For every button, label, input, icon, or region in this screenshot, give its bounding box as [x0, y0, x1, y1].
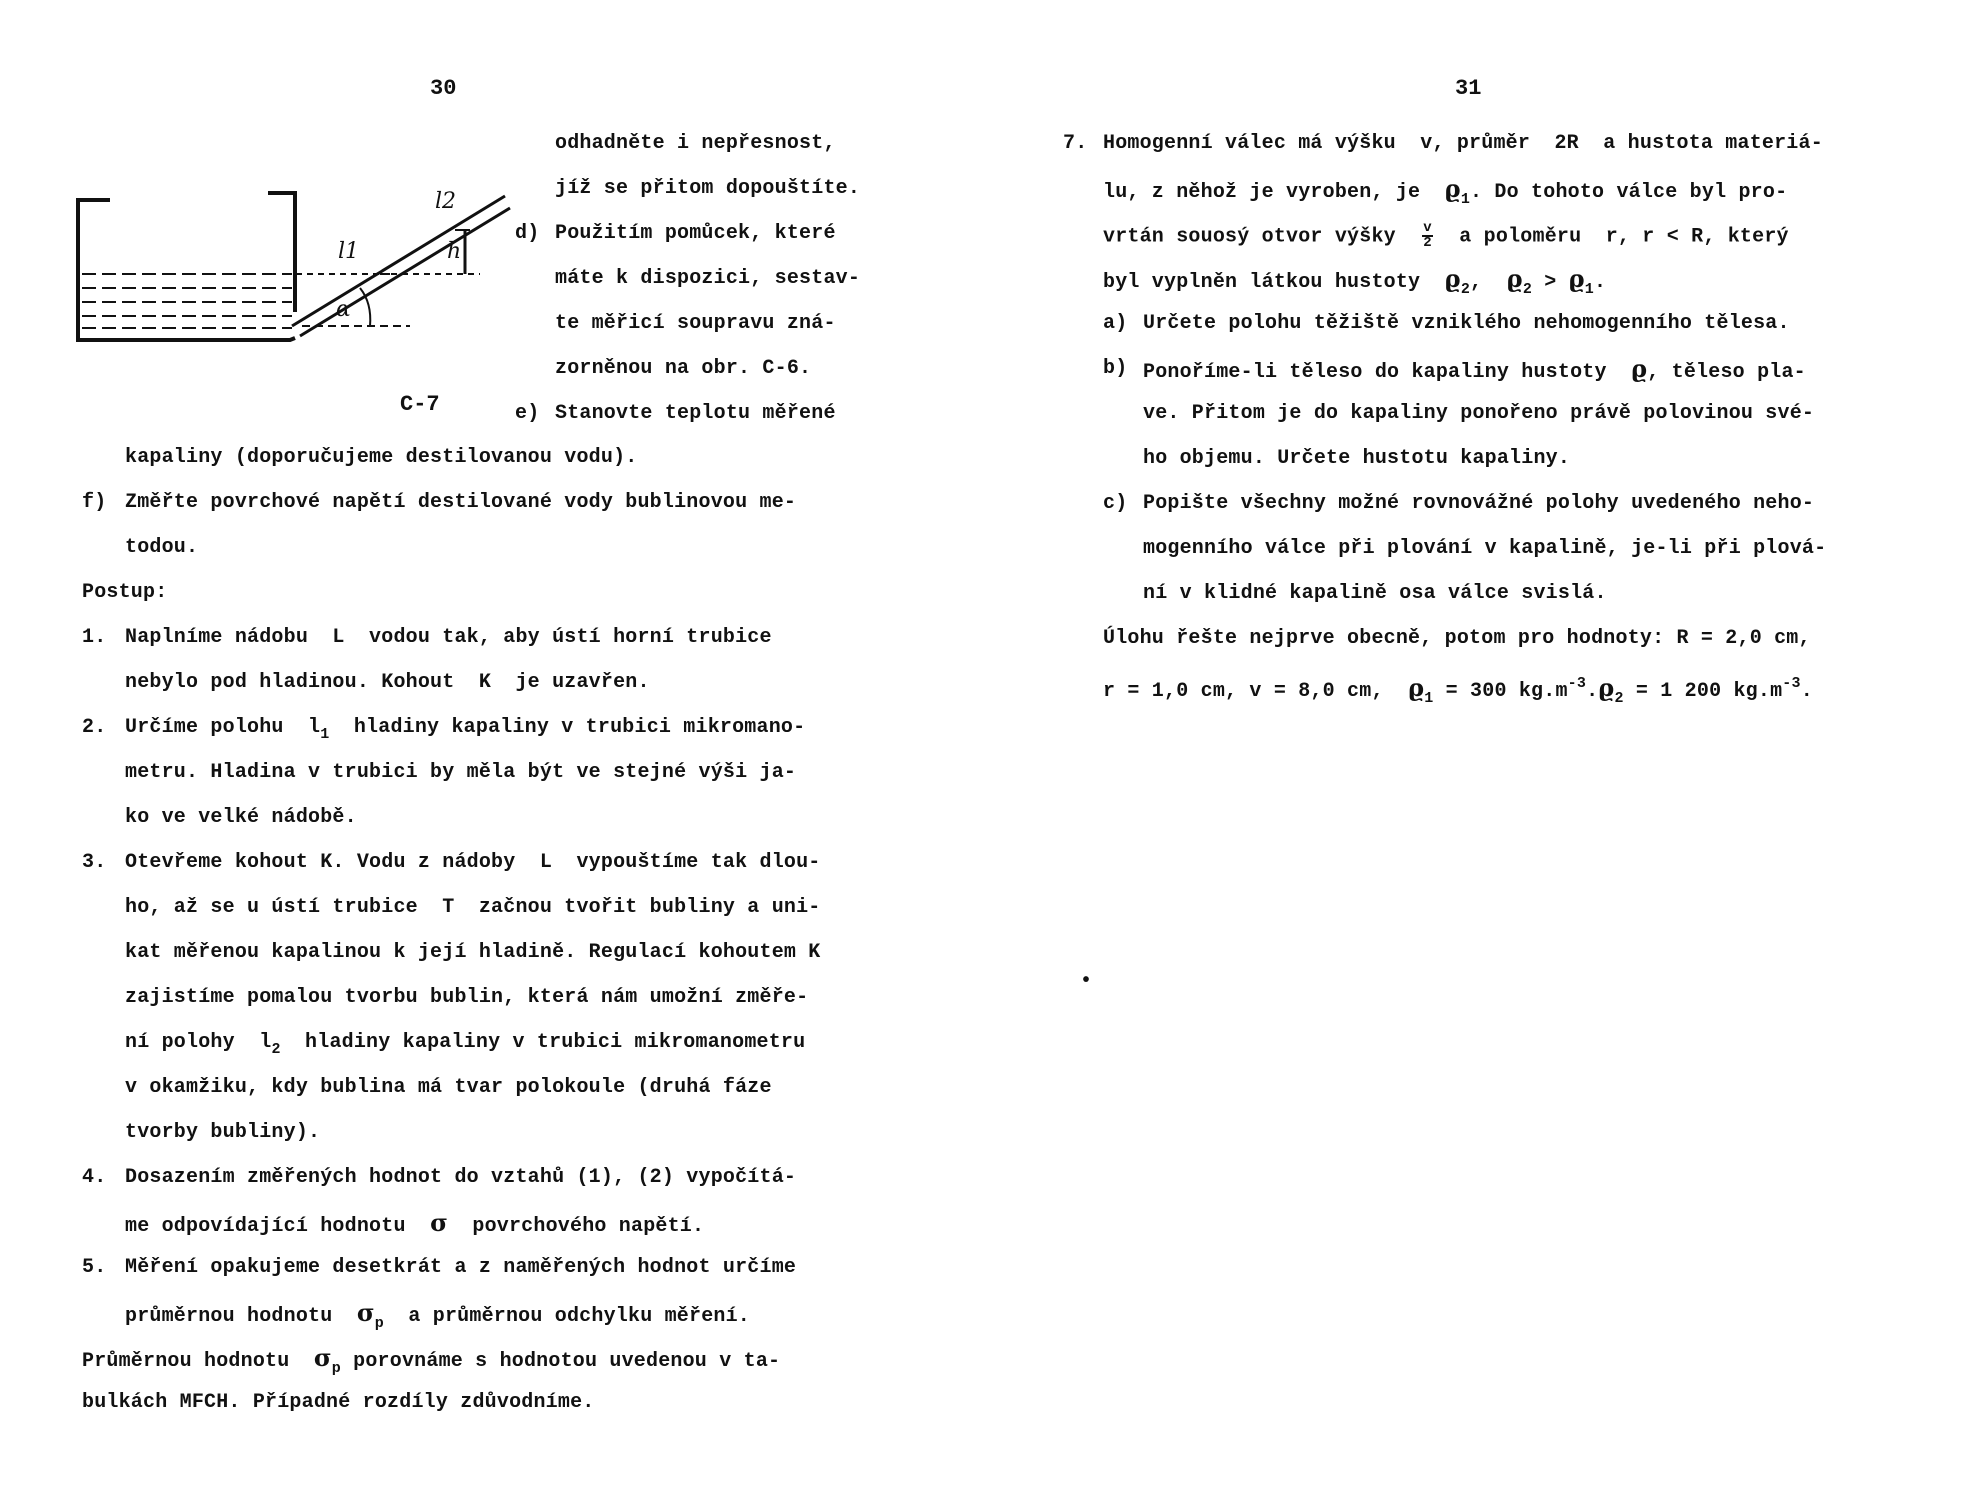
fraction-v-over-2: $\frac{v}{2}$	[1423, 220, 1432, 251]
sigma-symbol: σ	[430, 1208, 448, 1237]
text-line: Použitím pomůcek, které	[555, 222, 836, 245]
text-line: vrtán souosý otvor výšky $\frac{v}{2}$ a poloměru r, r < R, který	[1103, 220, 1789, 251]
item-marker-d: d)	[515, 222, 540, 245]
text-line: Měření opakujeme desetkrát a z naměřených hodnot určíme	[125, 1256, 797, 1279]
text-line: mogenního válce při plování v kapalině, je-li při plová-	[1143, 537, 1827, 560]
sigma-symbol: σ	[313, 1343, 332, 1372]
text-line: v okamžiku, kdy bublina má tvar polokoule (druhá fáze	[125, 1076, 772, 1099]
text-line: ho objemu. Určete hustotu kapaliny.	[1143, 447, 1571, 470]
step-marker-3: 3.	[82, 851, 107, 874]
text-line: odhadněte i nepřesnost,	[555, 132, 836, 155]
step-marker-1: 1.	[82, 626, 107, 649]
text-line: zorněnou na obr. C-6.	[555, 357, 812, 380]
task-marker-7: 7.	[1063, 132, 1088, 155]
text-line: Ponoříme-li těleso do kapaliny hustoty ϱ, těleso pla-	[1143, 354, 1806, 384]
step-marker-4: 4.	[82, 1166, 107, 1189]
text-line: kapaliny (doporučujeme destilovanou vodu).	[125, 446, 638, 469]
item-marker-c: c)	[1103, 492, 1128, 515]
page-number-right: 31	[1455, 76, 1482, 101]
text-line: ko ve velké nádobě.	[125, 806, 357, 829]
text-line: Dosazením změřených hodnot do vztahů (1), (2) vypočítá-	[125, 1166, 797, 1189]
text-line: Určete polohu těžiště vzniklého nehomogenního tělesa.	[1143, 312, 1790, 335]
figure-label-l2: l2	[435, 189, 457, 214]
text-line: Naplníme nádobu L vodou tak, aby ústí horní trubice	[125, 626, 772, 649]
figure-label-l1: l1	[338, 239, 360, 264]
text-line: máte k dispozici, sestav-	[555, 267, 861, 290]
text-line: jíž se přitom dopouštíte.	[555, 177, 861, 200]
text-line: nebylo pod hladinou. Kohout K je uzavřen.	[125, 671, 650, 694]
item-marker-f: f)	[82, 491, 107, 514]
text-line: Průměrnou hodnotu $\sigma_p$ porovnáme s hodnotou uvedenou v ta-	[82, 1343, 781, 1377]
text-line: Stanovte teplotu měřené	[555, 402, 836, 425]
text-line: Určíme polohu $l_1$ hladiny kapaliny v trubici mikromano-	[125, 716, 806, 743]
text-line: Popište všechny možné rovnovážné polohy uvedeného neho-	[1143, 492, 1815, 515]
text-line: Změřte povrchové napětí destilované vody bublinovou me-	[125, 491, 797, 514]
text-line: ho, až se u ústí trubice T začnou tvořit bubliny a uni-	[125, 896, 821, 919]
text-line: ve. Přitom je do kapaliny ponořeno právě polovinou své-	[1143, 402, 1815, 425]
item-marker-b: b)	[1103, 357, 1128, 380]
rho-symbol: ϱ	[1631, 354, 1648, 383]
figure-label-alpha: α	[336, 297, 351, 322]
figure-label-h: h	[447, 239, 462, 264]
text-line: byl vyplněn látkou hustoty $ϱ_2$, $ϱ_2 > ϱ_1$.	[1103, 264, 1607, 298]
text-line: kat měřenou kapalinou k její hladině. Regulací kohoutem K	[125, 941, 821, 964]
item-marker-a: a)	[1103, 312, 1128, 335]
text-line: zajistíme pomalou tvorbu bublin, která nám umožní změře-	[125, 986, 809, 1009]
sigma-symbol: σ	[356, 1298, 375, 1327]
apparatus-figure	[70, 178, 520, 348]
page-number-left: 30	[430, 76, 457, 101]
text-line: r = 1,0 cm, v = 8,0 cm, $ϱ_1 = 300$ $kg.m^{-3}.ϱ_2 = 1$ 200 $kg.m^{-3}$.	[1103, 673, 1813, 707]
text-line: Otevřeme kohout K. Vodu z nádoby L vypouštíme tak dlou-	[125, 851, 821, 874]
text-line: te měřicí soupravu zná-	[555, 312, 836, 335]
text-line: todou.	[125, 536, 199, 559]
text-line: bulkách MFCH. Případné rozdíly zdůvodníme.	[82, 1391, 595, 1414]
text-line: tvorby bubliny).	[125, 1121, 321, 1144]
text-line: ní polohy $l_2$ hladiny kapaliny v trubici mikromanometru	[125, 1031, 806, 1058]
step-marker-2: 2.	[82, 716, 107, 739]
figure-caption: C-7	[400, 392, 440, 417]
item-marker-e: e)	[515, 402, 540, 425]
text-line: me odpovídající hodnotu σ povrchového napětí.	[125, 1208, 705, 1238]
text-line: Homogenní válec má výšku v, průměr 2R a hustota materiá-	[1103, 132, 1823, 155]
text-line: průměrnou hodnotu $\sigma_p$ a průměrnou odchylku měření.	[125, 1298, 751, 1332]
step-marker-5: 5.	[82, 1256, 107, 1279]
rho-symbol: ϱ	[1444, 174, 1461, 203]
text-line: metru. Hladina v trubici by měla být ve stejné výši ja-	[125, 761, 797, 784]
text-line: Úlohu řešte nejprve obecně, potom pro hodnoty: R = 2,0 cm,	[1103, 627, 1811, 650]
stray-mark: •	[1080, 970, 1093, 993]
text-line: lu, z něhož je vyroben, je $ϱ_1$. Do tohoto válce byl pro-	[1103, 174, 1788, 208]
text-line: ní v klidné kapalině osa válce svislá.	[1143, 582, 1607, 605]
section-heading-postup: Postup:	[82, 581, 168, 604]
